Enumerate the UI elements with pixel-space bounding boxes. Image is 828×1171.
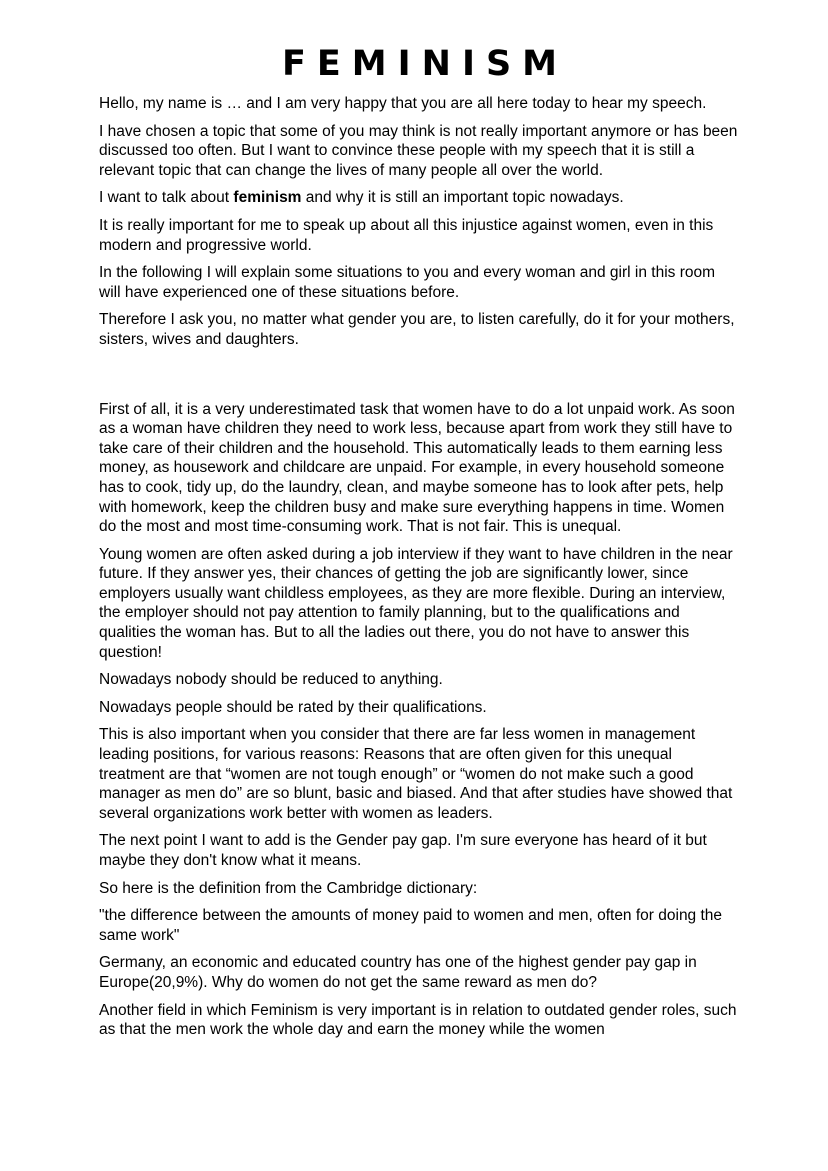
body-paragraph-definition-intro: So here is the definition from the Cambridge dictionary: [99, 879, 478, 897]
intro-paragraph-injustice: It is really important for me to speak up about all this injustice against women, even in this modern and progressive world. [99, 216, 714, 254]
intro-paragraph-feminism [99, 188, 739, 208]
section-spacer [99, 358, 739, 400]
body-paragraph-management: This is also important when you consider that there are far less women in management leading positions, for various reasons: Reasons that are often given for this unequal treatment are that “women are not tough enough” or “women do not make such a good manager as men do” are so blunt, basic and biased. And that after studies have showed that several organizations work better with women as leaders. [99, 726, 733, 822]
body-paragraph-definition: "the difference between the amounts of money paid to women and men, often for doing the same work" [99, 907, 723, 944]
body-paragraph-germany: Germany, an economic and educated country has one of the highest gender pay gap in Europe(20,9%). Why do women do not get the same reward as men do? [99, 954, 697, 991]
speech-text [99, 94, 739, 1040]
intro-paragraph-greeting: Hello, my name is … and I am very happy that you are all here today to hear my speech. [99, 95, 707, 112]
intro-paragraph-appeal: Therefore I ask you, no matter what gender you are, to listen carefully, do it for your mothers, sisters, wives and daughters. [99, 311, 735, 348]
body-paragraph-job-interview: Young women are often asked during a job interview if they want to have children in the near future. If they answer yes, their chances of getting the job are significantly lower, since employers usually want childless employees, as they are more flexible. During an interview, the employer should not pay attention to family planning, but to the qualifications and qualities the woman has. But to all the ladies out there, you do not have to answer this question! [99, 545, 733, 661]
intro-paragraph-situations: In the following I will explain some situations to you and every woman and girl in this room will have experienced one of these situations before. [99, 264, 716, 301]
body-paragraph-gender-roles: Another field in which Feminism is very important is in relation to outdated gender roles, such as that the men work the whole day and earn the money while the women [99, 1001, 737, 1039]
intro-text-before: I want to talk about [99, 189, 234, 207]
intro-paragraph-topic: I have chosen a topic that some of you may think is not really important anymore or has been discussed too often. But I want to convince these people with my speech that it is still a relevant topic that can change the lives of many people all over the world. [99, 122, 738, 179]
document-title: FEMINISM [281, 44, 569, 84]
document-page [99, 0, 739, 1048]
body-paragraph-pay-gap: The next point I want to add is the Gender pay gap. I'm sure everyone has heard of it but maybe they don't know what it means. [99, 832, 707, 869]
intro-text-after: and why it is still an important topic nowadays. [301, 189, 624, 207]
body-paragraph-qualifications: Nowadays people should be rated by their qualifications. [99, 698, 487, 716]
body-paragraph-reduced: Nowadays nobody should be reduced to anything. [99, 671, 443, 689]
feminism-keyword: feminism [233, 189, 302, 207]
body-paragraph-unpaid-work: First of all, it is a very underestimated task that women have to do a lot unpaid work. As soon as a woman have children they need to work less, because apart from work they still have to take care of their children and the household. This automatically leads to them earning less money, as housework and childcare are unpaid. For example, in every household someone has to cook, tidy up, do the laundry, clean, and maybe someone has to look after pets, help with homework, keep the children busy and make sure everything happens in time. Women do the most and most time-consuming work. That is not fair. This is unequal. [99, 400, 735, 536]
